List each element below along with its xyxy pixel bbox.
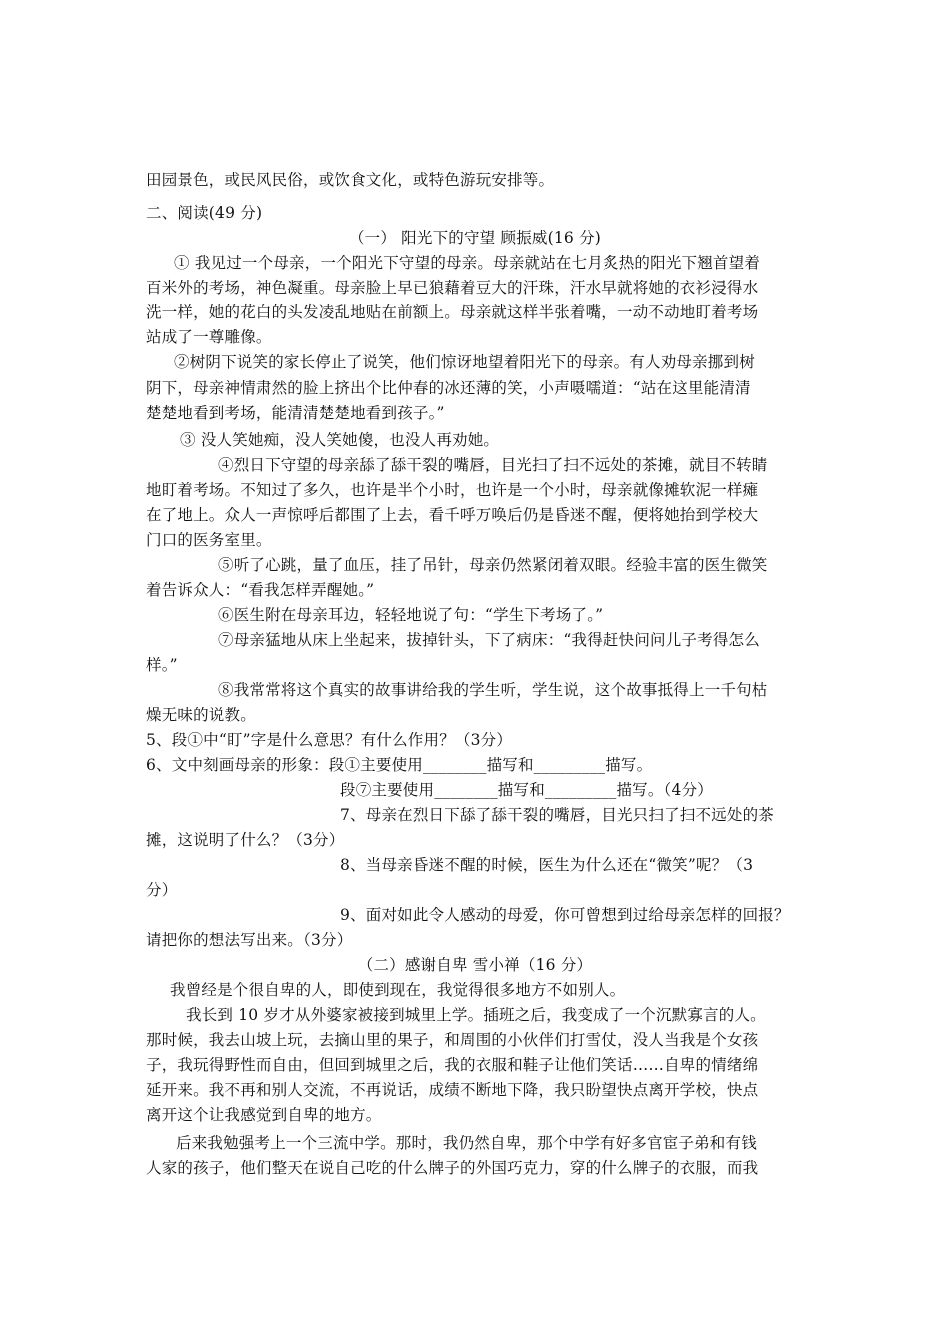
question-9-continued: 请把你的想法写出来。（3分） [146,931,353,949]
paragraph-line: 后来我勉强考上一个三流中学。那时，我仍然自卑，那个中学有好多官宦子弟和有钱 [176,1134,757,1152]
question-9: 9、面对如此令人感动的母爱，你可曾想到过给母亲怎样的回报？ [340,906,790,924]
paragraph-line: 地盯着考场。不知过了多久，也许是半个小时，也许是一个小时，母亲就像摊软泥一样瘫 [146,481,759,499]
text-line: 田园景色，或民风民俗，或饮食文化，或特色游玩安排等。 [146,171,555,189]
paragraph-line: ⑥医生附在母亲耳边，轻轻地说了句：“学生下考场了。” [218,606,604,624]
paragraph-line: 离开这个让我感觉到自卑的地方。 [146,1106,382,1124]
paragraph-line: 洗一样，她的花白的头发凌乱地贴在前额上。母亲就这样半张着嘴，一动不动地盯着考场 [146,303,759,321]
paragraph-line: ⑦母亲猛地从床上坐起来，拔掉针头，下了病床：“我得赶快问问儿子考得怎么 [218,631,760,649]
paragraph-line: 燥无味的说教。 [146,706,256,724]
question-5: 5、段①中“盯”字是什么意思？有什么作用？（3分） [146,731,513,749]
paragraph-line: 延开来。我不再和别人交流，不再说话，成绩不断地下降，我只盼望快点离开学校，快点 [146,1081,759,1099]
paragraph-line: ① 我见过一个母亲，一个阳光下守望的母亲。母亲就站在七月炙热的阳光下翘首望着 [174,254,761,272]
section-heading: 二、阅读(49 分) [146,204,263,222]
question-8: 8、当母亲昏迷不醒的时候，医生为什么还在“微笑”呢？（3 [340,856,754,874]
question-7: 7、母亲在烈日下舔了舔干裂的嘴唇，目光只扫了扫不远处的茶 [340,806,774,824]
paragraph-line: 那时候，我去山坡上玩，去摘山里的果子，和周围的小伙伴们打雪仗，没人当我是个女孩 [146,1031,759,1049]
passage-title: （一） 阳光下的守望 顾振威(16 分) [348,229,602,247]
paragraph-line: ②树阴下说笑的家长停止了说笑，他们惊讶地望着阳光下的母亲。有人劝母亲挪到树 [174,353,755,371]
paragraph-line: 样。” [146,656,178,674]
paragraph-line: ③ 没人笑她痴，没人笑她傻，也没人再劝她。 [180,431,500,449]
paragraph-line: 站成了一尊雕像。 [146,328,272,346]
paragraph-line: 门口的医务室里。 [146,531,272,549]
paragraph-line: 百米外的考场，神色凝重。母亲脸上早已狼藉着豆大的汗珠，汗水早就将她的衣衫浸得水 [146,279,759,297]
paragraph-line: 我长到 10 岁才从外婆家被接到城里上学。插班之后，我变成了一个沉默寡言的人。 [186,1006,766,1024]
paragraph-line: 子，我玩得野性而自由，但回到城里之后，我的衣服和鞋子让他们笑话……自卑的情绪绵 [146,1056,759,1074]
paragraph-line: ④烈日下守望的母亲舔了舔干裂的嘴唇，目光扫了扫不远处的茶摊，就目不转睛 [218,456,768,474]
paragraph-line: 楚楚地看到考场，能清清楚楚地看到孩子。” [146,404,445,422]
paragraph-line: 阴下，母亲神情肃然的脸上挤出个比仲春的冰还薄的笑，小声嗫嚅道：“站在这里能清清 [146,379,751,397]
paragraph-line: 在了地上。众人一声惊呼后都围了上去，看千呼万唤后仍是昏迷不醒，便将她抬到学校大 [146,506,759,524]
question-6-continued: 段⑦主要使用________描写和_________描写。（4分） [340,781,713,799]
question-8-continued: 分） [146,881,178,899]
question-6: 6、文中刻画母亲的形象：段①主要使用________描写和_________描写。 [146,756,653,774]
passage-title: （二）感谢自卑 雪小禅（16 分） [357,956,593,974]
paragraph-line: ⑤听了心跳，量了血压，挂了吊针，母亲仍然紧闭着双眼。经验丰富的医生微笑 [218,556,768,574]
paragraph-line: 我曾经是个很自卑的人，即使到现在，我觉得很多地方不如别人。 [170,981,626,999]
paragraph-line: 着告诉众人：“看我怎样弄醒她。” [146,581,375,599]
paragraph-line: 人家的孩子，他们整天在说自己吃的什么牌子的外国巧克力，穿的什么牌子的衣服，而我 [146,1159,759,1177]
question-7-continued: 摊，这说明了什么？（3分） [146,831,345,849]
paragraph-line: ⑧我常常将这个真实的故事讲给我的学生听，学生说，这个故事抵得上一千句枯 [218,681,768,699]
